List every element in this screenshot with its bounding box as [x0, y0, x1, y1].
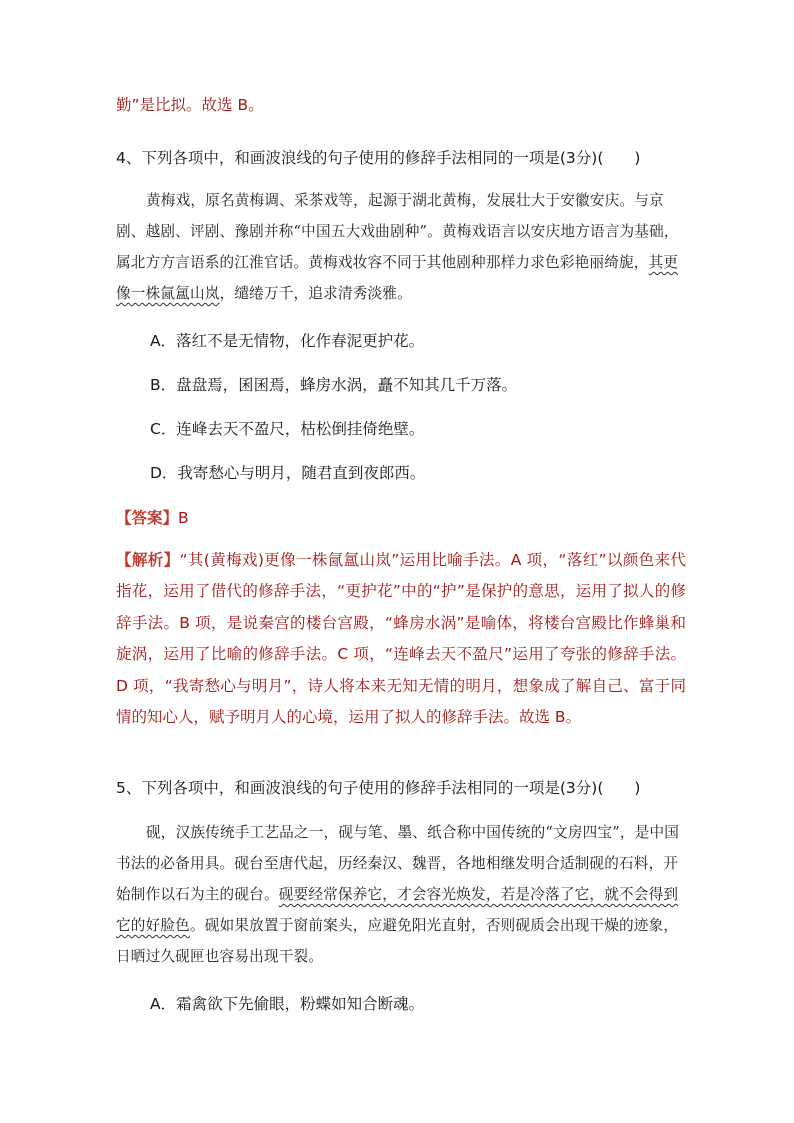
q4-option-a: A．落红不是无情物，化作春泥更护花。 [150, 332, 425, 350]
q4-analysis [116, 545, 686, 733]
answer-tag: 【答案】 [116, 509, 179, 527]
q5-passage-text: 砚，汉族传统手工艺品之一，砚与笔、墨、纸合称中国传统的“文房四宝”，是中国书法的必备用具。砚台至唐代起，历经秦汉、魏晋，各地相继发明合适制砚的石料，开始制作以石为主的砚台。 [116, 824, 680, 903]
question-4-stem: 4、下列各项中，和画波浪线的句子使用的修辞手法相同的一项是(3分)( ) [116, 149, 641, 167]
question-5-stem: 5、下列各项中，和画波浪线的句子使用的修辞手法相同的一项是(3分)( ) [116, 779, 641, 797]
q5-wavy-sentence: 砚要经常保养它，才会容光焕发，若是冷落了它，就不会得到它的好脸色 [116, 886, 679, 934]
q5-option-a: A．霜禽欲下先偷眼，粉蝶如知合断魂。 [150, 995, 425, 1013]
answer-value: B [178, 509, 189, 527]
analysis-tag: 【解析】 [116, 551, 180, 569]
analysis-text: “其(黄梅戏)更像一株氤氲山岚”运用比喻手法。A 项，“落红”以颜色来代指花，运用了借代的修辞手法，“更护花”中的“护”是保护的意思，运用了拟人的修辞手法。B 项，是说秦宫的楼台宫殿，“蜂房水涡”是喻体，将楼台宫殿比作蜂巢和旋涡，运用了比喻的修辞手法。C 项，“连峰去天不盈尺”运用了夸张的修辞手法。D 项，“我寄愁心与明月”，诗人将本来无知无情的明月，想象成了解自己、富于同情的知心人，赋予明月人的心境，运用了拟人的修辞手法。故选 B。 [116, 551, 686, 727]
q4-option-b: B．盘盘焉，囷囷焉，蜂房水涡，矗不知其几千万落。 [150, 376, 518, 394]
q4-option-d: D．我寄愁心与明月，随君直到夜郎西。 [150, 464, 426, 482]
q5-passage-tail: 。砚如果放置于窗前案头，应避免阳光直射，否则砚质会出现干燥的迹象，日晒过久砚匣也容易出现干裂。 [116, 917, 679, 965]
previous-answer-tail: 勤”是比拟。故选 B。 [116, 96, 264, 114]
q4-answer [116, 507, 189, 529]
question-5-passage [116, 817, 686, 972]
q4-passage-tail: ，缱绻万千，追求清秀淡雅。 [219, 285, 412, 302]
q4-option-c: C．连峰去天不盈尺，枯松倒挂倚绝壁。 [150, 420, 425, 438]
q4-wavy-sentence: 其更像一株氤氲山岚 [116, 254, 679, 302]
q4-passage-text: 黄梅戏，原名黄梅调、采茶戏等，起源于湖北黄梅，发展壮大于安徽安庆。与京剧、越剧、评剧、豫剧并称“中国五大戏曲剧种”。黄梅戏语言以安庆地方语言为基础，属北方方言语系的江淮官话。黄梅戏妆容不同于其他剧种那样力求色彩艳丽绮旎， [116, 192, 679, 271]
question-4-passage [116, 185, 686, 309]
